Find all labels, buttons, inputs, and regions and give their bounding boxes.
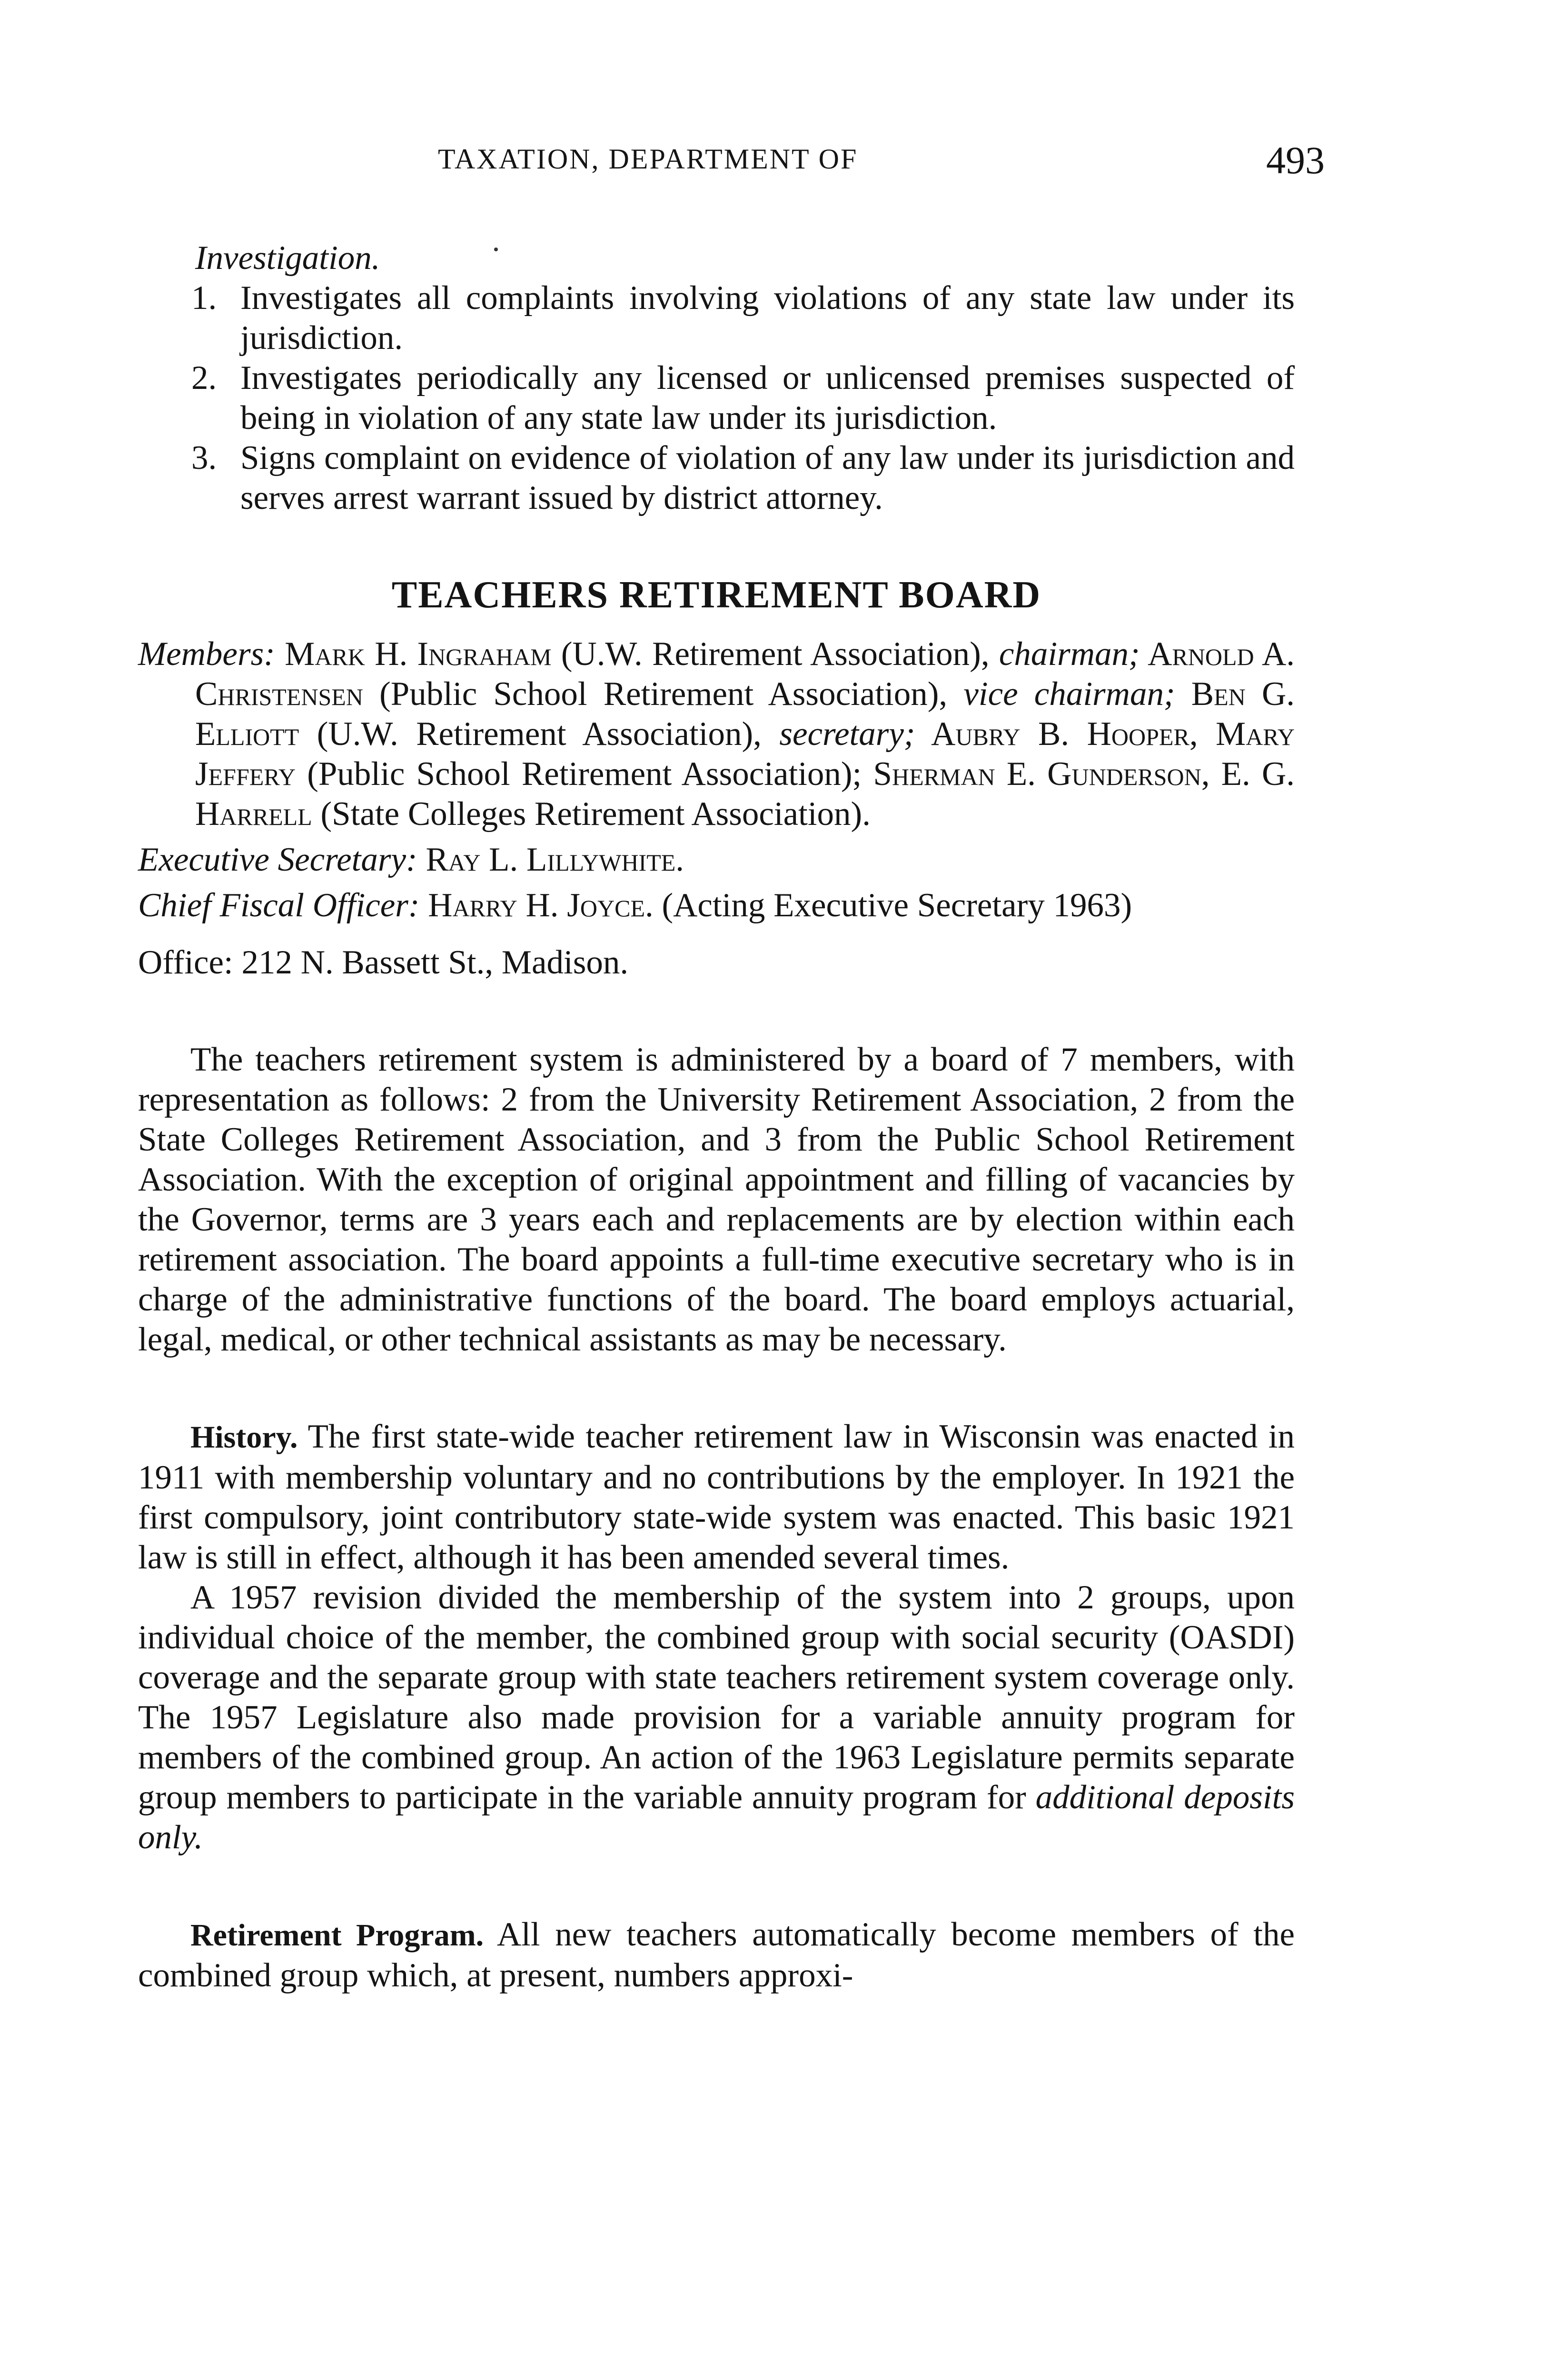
member-affiliation: (U.W. Retirement Association), [299, 715, 780, 753]
list-item [138, 438, 1295, 518]
retirement-program-label: Retirement Program. [190, 1918, 484, 1953]
members-label: Members: [138, 635, 275, 673]
list-item [138, 358, 1295, 438]
revision-text: A 1957 revision divided the membership of the system into 2 groups, upon individual choice of the member, the combined group with social security (OASDI) coverage and the separate group with state teachers retirement system coverage only. The 1957 Legislature also made provision for a variable annuity program for members of the combined group. An action of the 1963 Legislature permits separate group members to participate in the variable annuity program for [138, 1579, 1295, 1816]
board-description-paragraph: The teachers retirement system is administered by a board of 7 members, with representation as follows: 2 from the University Retirement Association, 2 from the State Colleges Retirement Association, and 3 from the Public School Retirement Association. With the exception of original appointment and filling of vacancies by the Governor, terms are 3 years each and replacements are by election within each retirement association. The board appoints a full-time executive secretary who is in charge of the administrative functions of the board. The board employs actuarial, legal, medical, or other technical assistants as may be necessary. [138, 1041, 1295, 1358]
revision-emphasis: additional deposits only. [138, 1779, 1295, 1856]
retirement-program-paragraph [138, 1914, 1295, 1995]
member-affiliation: (State Colleges Retirement Association). [312, 795, 871, 833]
running-head: TAXATION, DEPARTMENT OF [438, 143, 858, 175]
history-label: History. [190, 1420, 298, 1455]
chief-fiscal-officer-label: Chief Fiscal Officer: [138, 887, 420, 924]
page-number: 493 [1266, 139, 1325, 182]
list-item [138, 278, 1295, 358]
member-role: chairman; [999, 635, 1140, 673]
member-affiliation: (Public School Retirement Association); [296, 755, 873, 793]
investigation-section [138, 238, 1295, 518]
member-name: Ben G. Elliott [195, 675, 1295, 753]
history-section [138, 1417, 1295, 1857]
history-text: The first state-wide teacher retirement law in Wisconsin was enacted in 1911 with membership voluntary and no contributions by the employer. In 1921 the first compulsory, joint contributory state-wide system was enacted. This basic 1921 law is still in effect, although it has been amended several times. [138, 1418, 1295, 1576]
member-name: Mark H. Ingraham [285, 635, 552, 673]
list-item-text: Investigates all complaints involving violations of any state law under its jurisdiction. [240, 279, 1295, 357]
body-text [138, 1040, 1295, 1359]
office-address: Office: 212 N. Bassett St., Madison. [138, 944, 629, 981]
investigation-heading: Investigation. [195, 239, 380, 277]
chief-fiscal-officer-name: Harry H. Joyce. [419, 887, 654, 924]
member-names: Aubry B. Hooper, Mary Jeffery [195, 715, 1295, 793]
member-names: Sherman E. Gunderson, E. G. Harrell [195, 755, 1295, 833]
investigation-list [138, 278, 1295, 518]
executive-secretary-label: Executive Secretary: [138, 841, 417, 878]
history-paragraph [138, 1417, 1295, 1577]
chief-fiscal-officer-entry [138, 885, 1295, 925]
members-entry [138, 634, 1295, 834]
list-item-number: 1. [191, 279, 217, 317]
board-title: TEACHERS RETIREMENT BOARD [391, 574, 1041, 616]
chief-fiscal-officer-note: (Acting Executive Secretary 1963) [653, 887, 1132, 924]
retirement-program-text: All new teachers automatically become members of the combined group which, at present, numbers approxi- [138, 1916, 1295, 1994]
member-role: secretary; [779, 715, 915, 753]
executive-secretary-entry [138, 840, 1295, 880]
page-content [138, 238, 1295, 1995]
retirement-program-section [138, 1914, 1295, 1995]
list-item-text: Investigates periodically any licensed or unlicensed premises suspected of being in violation of any state law under its jurisdiction. [240, 359, 1295, 436]
list-item-number: 3. [191, 439, 217, 476]
member-role: vice chairman; [963, 675, 1175, 713]
member-name: Arnold A. Christensen [195, 635, 1295, 713]
executive-secretary-name: Ray L. Lillywhite. [417, 841, 684, 878]
list-item-number: 2. [191, 359, 217, 397]
revision-paragraph [138, 1577, 1295, 1857]
member-affiliation: (Public School Retirement Association), [363, 675, 964, 713]
member-affiliation: (U.W. Retirement Association), [551, 635, 999, 673]
list-item-text: Signs complaint on evidence of violation of any law under its jurisdiction and serves arrest warrant issued by district attorney. [240, 439, 1295, 516]
